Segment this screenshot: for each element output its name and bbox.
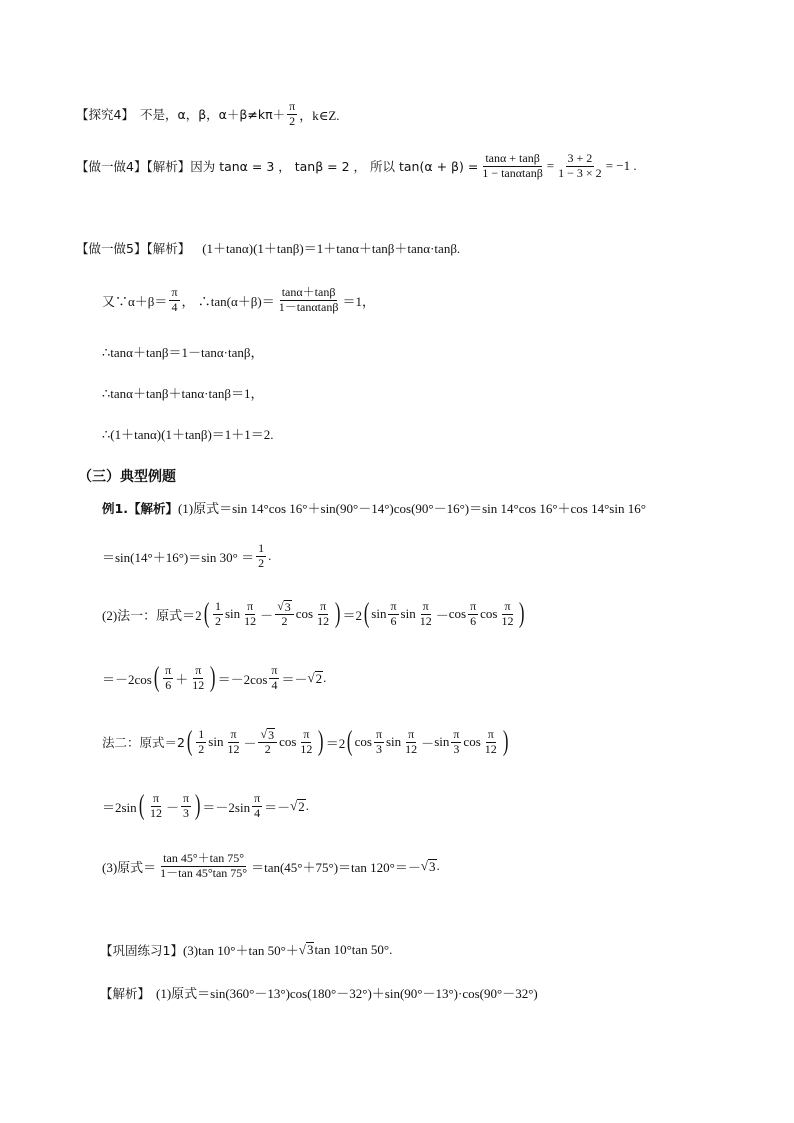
root-3: √ 3: [420, 858, 436, 874]
step-text: ∴tanα＋tanβ＝1－tanα·tanβ，: [102, 345, 264, 360]
fraction-half: $\frac{1}{2}$: [198, 727, 205, 756]
result-text: ＝2sin: [102, 799, 137, 815]
cos-text: cos: [295, 606, 314, 622]
try-5-step-4: [102, 424, 274, 443]
try-4-text: 因为 tanα = 3 ， tanβ = 2 ， 所以 tan(α + β) =: [190, 159, 479, 175]
fraction-half: $\frac{1}{2}$: [215, 599, 221, 628]
right-paren: ): [519, 598, 525, 630]
step-tail: ＝1，: [342, 293, 375, 309]
result-text: ＝sin(14°＋16°)＝sin 30° ＝: [102, 549, 255, 565]
period: .: [323, 670, 327, 686]
fraction-pi-over-3: $\frac{\pi}{3}$: [453, 727, 460, 756]
tag-try-5: 【做一做5】【解析】: [76, 240, 191, 256]
answer-text: (1)原式＝sin(360°－13°)cos(180°－32°)＋sin(90°－13°)·cos(90°－32°): [156, 986, 538, 1001]
left-paren: (: [363, 598, 370, 630]
explore-4-text: 不是，α，β，α＋β≠kπ＋: [139, 107, 286, 123]
fraction-numeric: $\frac{3 + 2}{1 - 3 \times 2}$: [558, 151, 602, 180]
fraction-pi-over-12: $\frac{\pi}{12}$: [419, 599, 432, 628]
cos-text: cos: [448, 606, 467, 622]
fraction-tan-sum-2: $\frac{\tan\alpha+\tan\beta}{1-\tan\alpha\tan\beta}$: [278, 285, 339, 314]
step-text: 又∵α＋β＝: [102, 293, 168, 309]
practice-1-answer: [100, 983, 538, 1002]
explore-4-tail: ，k∈Z.: [299, 107, 340, 123]
fraction-tan-sum: $\frac{\tan\alpha + \tan\beta}{1 - \tan\alpha\tan\beta}$: [482, 151, 543, 180]
left-paren: (: [138, 790, 145, 822]
fraction-pi-over-4: $\frac{\pi}{4}$: [254, 791, 261, 820]
method-text: (2)法一：原式＝2: [102, 607, 202, 623]
root-2: √ 2: [307, 670, 323, 686]
fraction-pi-over-12: $\frac{\pi}{12}$: [317, 599, 330, 628]
minus-sign: －: [260, 607, 274, 623]
step-text: ∴(1＋tanα)(1＋tanβ)＝1＋1＝2.: [102, 427, 274, 442]
fraction-pi-over-4: $\frac{\pi}{4}$: [171, 285, 178, 314]
right-paren: ): [210, 662, 216, 694]
fraction-root3-over-2: √ 3 2: [258, 728, 277, 757]
right-paren: ): [334, 598, 341, 630]
practice-text-2: tan 10°tan 50°.: [314, 941, 393, 957]
period: .: [305, 798, 310, 814]
fraction-pi-over-6: $\frac{\pi}{6}$: [470, 599, 477, 628]
fraction-root3-over-2: √ 3 2: [275, 600, 294, 629]
example-1-line: [102, 498, 646, 517]
result-text-2: ＝－2sin: [202, 799, 251, 815]
fraction-pi-over-12: $\frac{\pi}{12}$: [244, 599, 257, 628]
result-text: ＝－2cos: [102, 671, 152, 687]
try-4-tail: = −1 .: [605, 158, 637, 174]
part-3-result: ＝tan(45°＋75°)＝tan 120°＝－: [251, 859, 421, 875]
equals-two: ＝2: [342, 607, 362, 623]
period: .: [436, 858, 440, 874]
example-1-part-2-result-1: [102, 664, 326, 693]
fraction-pi-over-6: $\frac{\pi}{6}$: [165, 663, 172, 692]
minus-sign: －: [243, 735, 257, 751]
root-2: √ 2: [290, 798, 305, 814]
example-1-result: [102, 542, 271, 571]
example-1-part-2-method-2: [102, 728, 510, 757]
left-paren: (: [347, 726, 353, 758]
fraction-pi-over-2: $\frac{\pi}{2}$: [289, 99, 296, 128]
try-5-step-1: [102, 286, 375, 315]
result-tail: ＝－: [281, 671, 308, 687]
example-1-part-3: [102, 852, 440, 881]
left-paren: (: [186, 726, 193, 758]
plus-sign: ＋: [175, 671, 189, 687]
right-paren: ): [502, 726, 509, 758]
fraction-pi-over-12: $\frac{\pi}{12}$: [150, 791, 162, 820]
cos-text: cos: [279, 734, 297, 750]
sin-text: sin: [225, 606, 241, 622]
fraction-pi-over-12: $\frac{\pi}{12}$: [192, 663, 205, 692]
example-1-part-2-result-2: [102, 792, 309, 821]
try-5-line: [76, 238, 460, 257]
sin-text: sin: [371, 606, 387, 622]
fraction-pi-over-3: $\frac{\pi}{3}$: [183, 791, 190, 820]
result-tail: .: [268, 548, 272, 564]
fraction-pi-over-12: $\frac{\pi}{12}$: [405, 727, 418, 756]
tag-try-4: 【做一做4】【解析】: [76, 159, 191, 175]
right-paren: ): [194, 790, 201, 822]
try-5-step-2: [102, 342, 263, 361]
tag-example-1: 例1.【解析】: [102, 500, 178, 516]
step-text: ∴tanα＋tanβ＋tanα·tanβ＝1，: [102, 386, 264, 401]
step-text-2: ， ∴tan(α＋β)＝: [181, 293, 275, 309]
explore-4-line: [76, 100, 340, 129]
fraction-pi-over-12: $\frac{\pi}{12}$: [300, 727, 313, 756]
section-title: （三）典型例题: [78, 469, 176, 485]
minus-sign: －: [421, 735, 435, 751]
example-1-text: (1)原式＝sin 14°cos 16°＋sin(90°－14°)cos(90°－16°)＝sin 14°cos 16°＋cos 14°sin 16°: [177, 501, 646, 516]
cos-text: cos: [354, 734, 372, 750]
method-text: 法二：原式＝2: [102, 735, 185, 751]
cos-text: cos: [480, 606, 498, 622]
equals-two: ＝2: [325, 735, 346, 751]
tag-analysis: 【解析】: [100, 985, 151, 1001]
fraction-pi-over-12: $\frac{\pi}{12}$: [484, 727, 497, 756]
part-3-text: (3)原式＝: [102, 859, 157, 875]
minus-sign: －: [166, 799, 180, 815]
tag-explore-4: 【探究4】: [76, 107, 134, 123]
tag-practice-1: 【巩固练习1】: [100, 942, 183, 958]
practice-text: (3)tan 10°＋tan 50°＋: [182, 943, 299, 958]
fraction-half: $\frac{1}{2}$: [258, 541, 265, 570]
fraction-pi-over-12: $\frac{\pi}{12}$: [501, 599, 514, 628]
fraction-pi-over-6: $\frac{\pi}{6}$: [390, 599, 397, 628]
minus-sign: －: [435, 607, 449, 623]
left-paren: (: [153, 662, 160, 694]
cos-text: cos: [463, 734, 481, 750]
left-paren: (: [203, 598, 210, 630]
try-5-text: (1＋tanα)(1＋tanβ)＝1＋tanα＋tanβ＋tanα·tanβ.: [202, 241, 461, 256]
sin-text: sin: [386, 734, 402, 750]
fraction-pi-over-12: $\frac{\pi}{12}$: [227, 727, 240, 756]
root-3: √ 3: [298, 941, 314, 958]
sin-text: sin: [400, 606, 416, 622]
practice-1-line: [100, 940, 392, 959]
example-1-part-2-method-1: [102, 600, 527, 629]
sin-text: sin: [434, 734, 450, 750]
fraction-pi-over-4: $\frac{\pi}{4}$: [271, 663, 278, 692]
try-4-line: [76, 152, 637, 181]
result-tail: ＝－: [264, 799, 291, 815]
result-text-2: ＝－2cos: [217, 671, 268, 687]
try-5-step-3: [102, 383, 263, 402]
right-paren: ): [318, 726, 324, 758]
fraction-pi-over-3: $\frac{\pi}{3}$: [375, 727, 382, 756]
fraction-tan-45-75: $\frac{\tan 45^\circ+\tan 75^\circ}{1-\tan 45^\circ\tan 75^\circ}$: [160, 851, 248, 880]
sin-text: sin: [208, 734, 224, 750]
equals-sign: =: [546, 158, 555, 174]
